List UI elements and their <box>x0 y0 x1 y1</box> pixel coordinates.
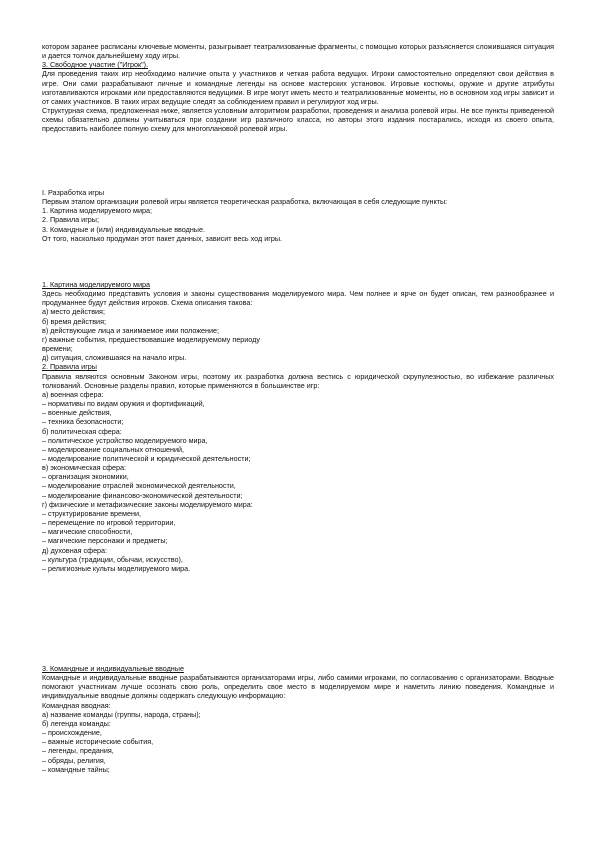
list-item: г) физические и метафизические законы моделируемого мира: <box>42 499 253 509</box>
list-item: б) время действия; <box>42 316 106 326</box>
section-free-paragraph: Структурная схема, предложенная ниже, является условным алгоритмом разработки, проведения и анализа ролевой игры. Не все пункты приведенной схемы обязательно должны учитываться при создании игр различного класса, но авторы этого издания постарались, исходя из своего опыта, предоставить наиболее полную схему для многоплановой ролевой игры. <box>42 106 554 134</box>
list-item: – моделирование финансово-экономической деятельности; <box>42 490 243 500</box>
section-free-heading: 3. Свободное участие ("Игрок"). <box>42 60 149 70</box>
briefs-heading: 3. Командные и индивидуальные вводные <box>42 664 184 673</box>
list-item: – моделирование социальных отношений, <box>42 444 184 454</box>
list-item: г) важные события, предшествовавшие моделируемому периоду <box>42 334 260 344</box>
part-1-intro: Первым этапом организации ролевой игры является теоретическая разработка, включающая в себя следующие пункты: <box>42 197 448 207</box>
list-item: в) экономическая сфера: <box>42 463 127 473</box>
list-item: – религиозные культы моделируемого мира. <box>42 563 191 573</box>
list-item: – перемещение по игровой территории, <box>42 518 176 528</box>
list-item: – моделирование отраслей экономической деятельности, <box>42 481 236 491</box>
list-item: а) место действия; <box>42 307 105 317</box>
world-intro: Здесь необходимо представить условия и законы существования моделируемого мира. Чем полнее и ярче он будет описан, тем разнообразнее и продуманнее будут действия игроков. Схема описания такова: <box>42 289 554 308</box>
list-item: 1. Картина моделируемого мира; <box>42 206 152 216</box>
list-item: – техника безопасности; <box>42 417 124 427</box>
part-1-game-design <box>42 188 554 243</box>
list-item: – моделирование политической и юридической деятельности; <box>42 453 251 463</box>
section-free-participation <box>42 42 554 134</box>
list-item: Командная вводная: <box>42 700 111 710</box>
part-1-outro: От того, насколько продуман этот пакет данных, зависит весь ход игры. <box>42 233 282 243</box>
list-item: – структурирование времени, <box>42 508 141 518</box>
list-item: – легенды, предания, <box>42 746 114 756</box>
briefs-intro: Командные и индивидуальные вводные разрабатываются организаторами игры, либо самими игроками, по согласованию с организаторами. Вводные помогают участникам лучше осознать свою роль, определить свое место в моделируемом мире и наметить линию поведения. Командные и индивидуальные вводные должны содержать следующую информацию: <box>42 673 554 701</box>
world-heading: 1. Картина моделируемого мира <box>42 280 151 289</box>
rules-heading: 2. Правила игры <box>42 362 97 372</box>
list-item: в) действующие лица и занимаемое ими положение; <box>42 325 220 335</box>
list-item: – военные действия, <box>42 408 112 418</box>
list-item: – обряды, религия, <box>42 755 106 765</box>
list-item: времени; <box>42 344 73 354</box>
list-item: – командные тайны; <box>42 764 110 774</box>
section-briefs <box>42 664 554 774</box>
list-item: – нормативы по видам оружия и фортификаций, <box>42 399 205 409</box>
list-item: д) духовная сфера: <box>42 545 108 555</box>
list-item: – магические способности, <box>42 527 133 537</box>
list-item: 2. Правила игры; <box>42 215 99 225</box>
list-item: – организация экономики, <box>42 472 129 482</box>
section-free-paragraph: Для проведения таких игр необходимо наличие опыта у участников и четкая работа ведущих. Игроки самостоятельно определяют свои действия в игре. Они сами разрабатывают личные и командные легенды на основе мастерских установок. Игровые костюмы, оружие и другие атрибуты изготавливаются игроками или предоставляются ведущими. В игре могут иметь место и театрализованные моменты, но в основном ход игры зависит и от самих участников. В таких играх ведущие следят за соблюдением правил и регулируют ход игры. <box>42 69 554 106</box>
list-item: б) легенда команды: <box>42 718 111 728</box>
list-item: – культура (традиции, обычаи, искусство), <box>42 554 183 564</box>
list-item: 3. Командные и (или) индивидуальные вводные. <box>42 224 205 234</box>
part-1-heading: I. Разработка игры <box>42 188 105 197</box>
list-item: – происхождение, <box>42 728 102 738</box>
list-item: а) военная сфера: <box>42 389 104 399</box>
list-item: а) название команды (группы, народа, страны); <box>42 709 201 719</box>
list-item: б) политическая сфера: <box>42 426 122 436</box>
list-item: – магические персонажи и предметы; <box>42 536 168 546</box>
section-world-and-rules <box>42 280 554 573</box>
list-item: д) ситуация, сложившаяся на начало игры. <box>42 353 187 363</box>
intro-continuation: котором заранее расписаны ключевые моменты, разыгрывает театрализованные фрагменты, с помощью которых разъясняется сложившаяся ситуация и дается толчок дальнейшему ходу игры. <box>42 42 554 61</box>
list-item: – важные исторические события, <box>42 737 154 747</box>
list-item: – политическое устройство моделируемого мира, <box>42 435 208 445</box>
rules-intro: Правила являются основным Законом игры, поэтому их разработка должна вестись с юридической скрупулезностью, во избежание различных толкований. Основные разделы правил, которые применяются в большинстве игр: <box>42 371 554 390</box>
